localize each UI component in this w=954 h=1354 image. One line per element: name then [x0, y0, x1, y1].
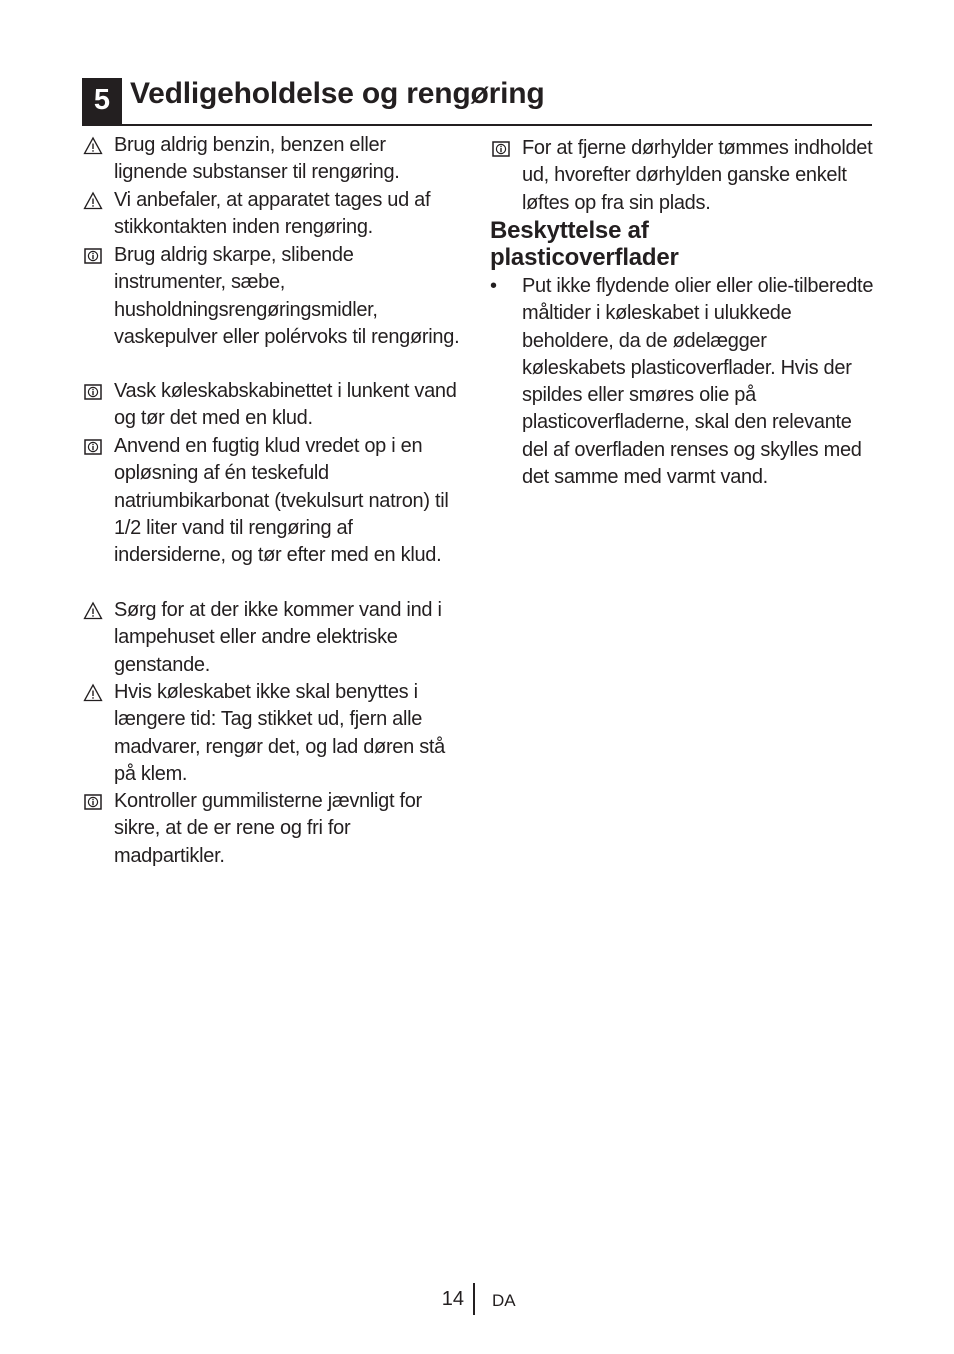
page-number: 14: [441, 1288, 464, 1310]
chapter-title: Vedligeholdelse og rengøring: [130, 77, 545, 110]
list-item: Brug aldrig benzin, benzen eller lignende substanser til rengøring.: [82, 132, 462, 187]
info-box-icon: [83, 437, 103, 457]
warning-triangle-icon: [83, 136, 103, 156]
list-item: Brug aldrig skarpe, slibende instrumenter, sæbe, husholdningsrengøringsmidler, vaskepulver eller polérvoks til rengøring.: [82, 242, 462, 378]
list-item: Sørg for at der ikke kommer vand ind i lampehuset eller andre elektriske genstande.: [82, 597, 462, 679]
chapter-number: 5: [82, 78, 122, 124]
left-column: [82, 132, 462, 870]
list-item: Vask køleskabskabinettet i lunkent vand og tør det med en klud.: [82, 378, 462, 433]
info-box-icon: [491, 139, 511, 159]
right-column: [490, 132, 874, 491]
info-box-icon: [83, 382, 103, 402]
language-code: DA: [492, 1291, 516, 1310]
page-footer: [0, 1283, 954, 1317]
list-item: Vi anbefaler, at apparatet tages ud af stikkontakten inden rengøring.: [82, 187, 462, 242]
bullet-marker: •: [490, 275, 497, 297]
warning-triangle-icon: [83, 191, 103, 211]
list-item: Kontroller gummilisterne jævnligt for sikre, at de er rene og fri for madpartikler.: [82, 788, 462, 870]
list-item: For at fjerne dørhylder tømmes indholdet ud, hvorefter dørhylden ganske enkelt løftes op fra sin plads.: [490, 135, 874, 217]
footer-divider: [473, 1283, 475, 1315]
chapter-header: [82, 72, 872, 126]
warning-triangle-icon: [83, 683, 103, 703]
section-subheading: Beskyttelse af plasticoverflader: [490, 217, 679, 271]
list-item: Anvend en fugtig klud vredet op i en opløsning af én teskefuld natriumbikarbonat (tvekulsurt natron) til 1/2 liter vand til rengøring af indersiderne, og tør efter med en klud.: [82, 433, 462, 597]
bullet-item: • Put ikke flydende olier eller olie-tilberedte måltider i køleskabet i ulukkede beholdere, da de ødelægger køleskabets plasticoverflader. Hvis der spildes eller smøres olie på plasticoverfladerne, skal den relevante del af overfladen renses og skylles med det samme med varmt vand.: [490, 275, 874, 489]
list-item: Hvis køleskabet ikke skal benyttes i længere tid: Tag stikket ud, fjern alle madvarer, rengør det, og lad døren stå på klem.: [82, 679, 462, 788]
info-box-icon: [83, 246, 103, 266]
warning-triangle-icon: [83, 601, 103, 621]
info-box-icon: [83, 792, 103, 812]
